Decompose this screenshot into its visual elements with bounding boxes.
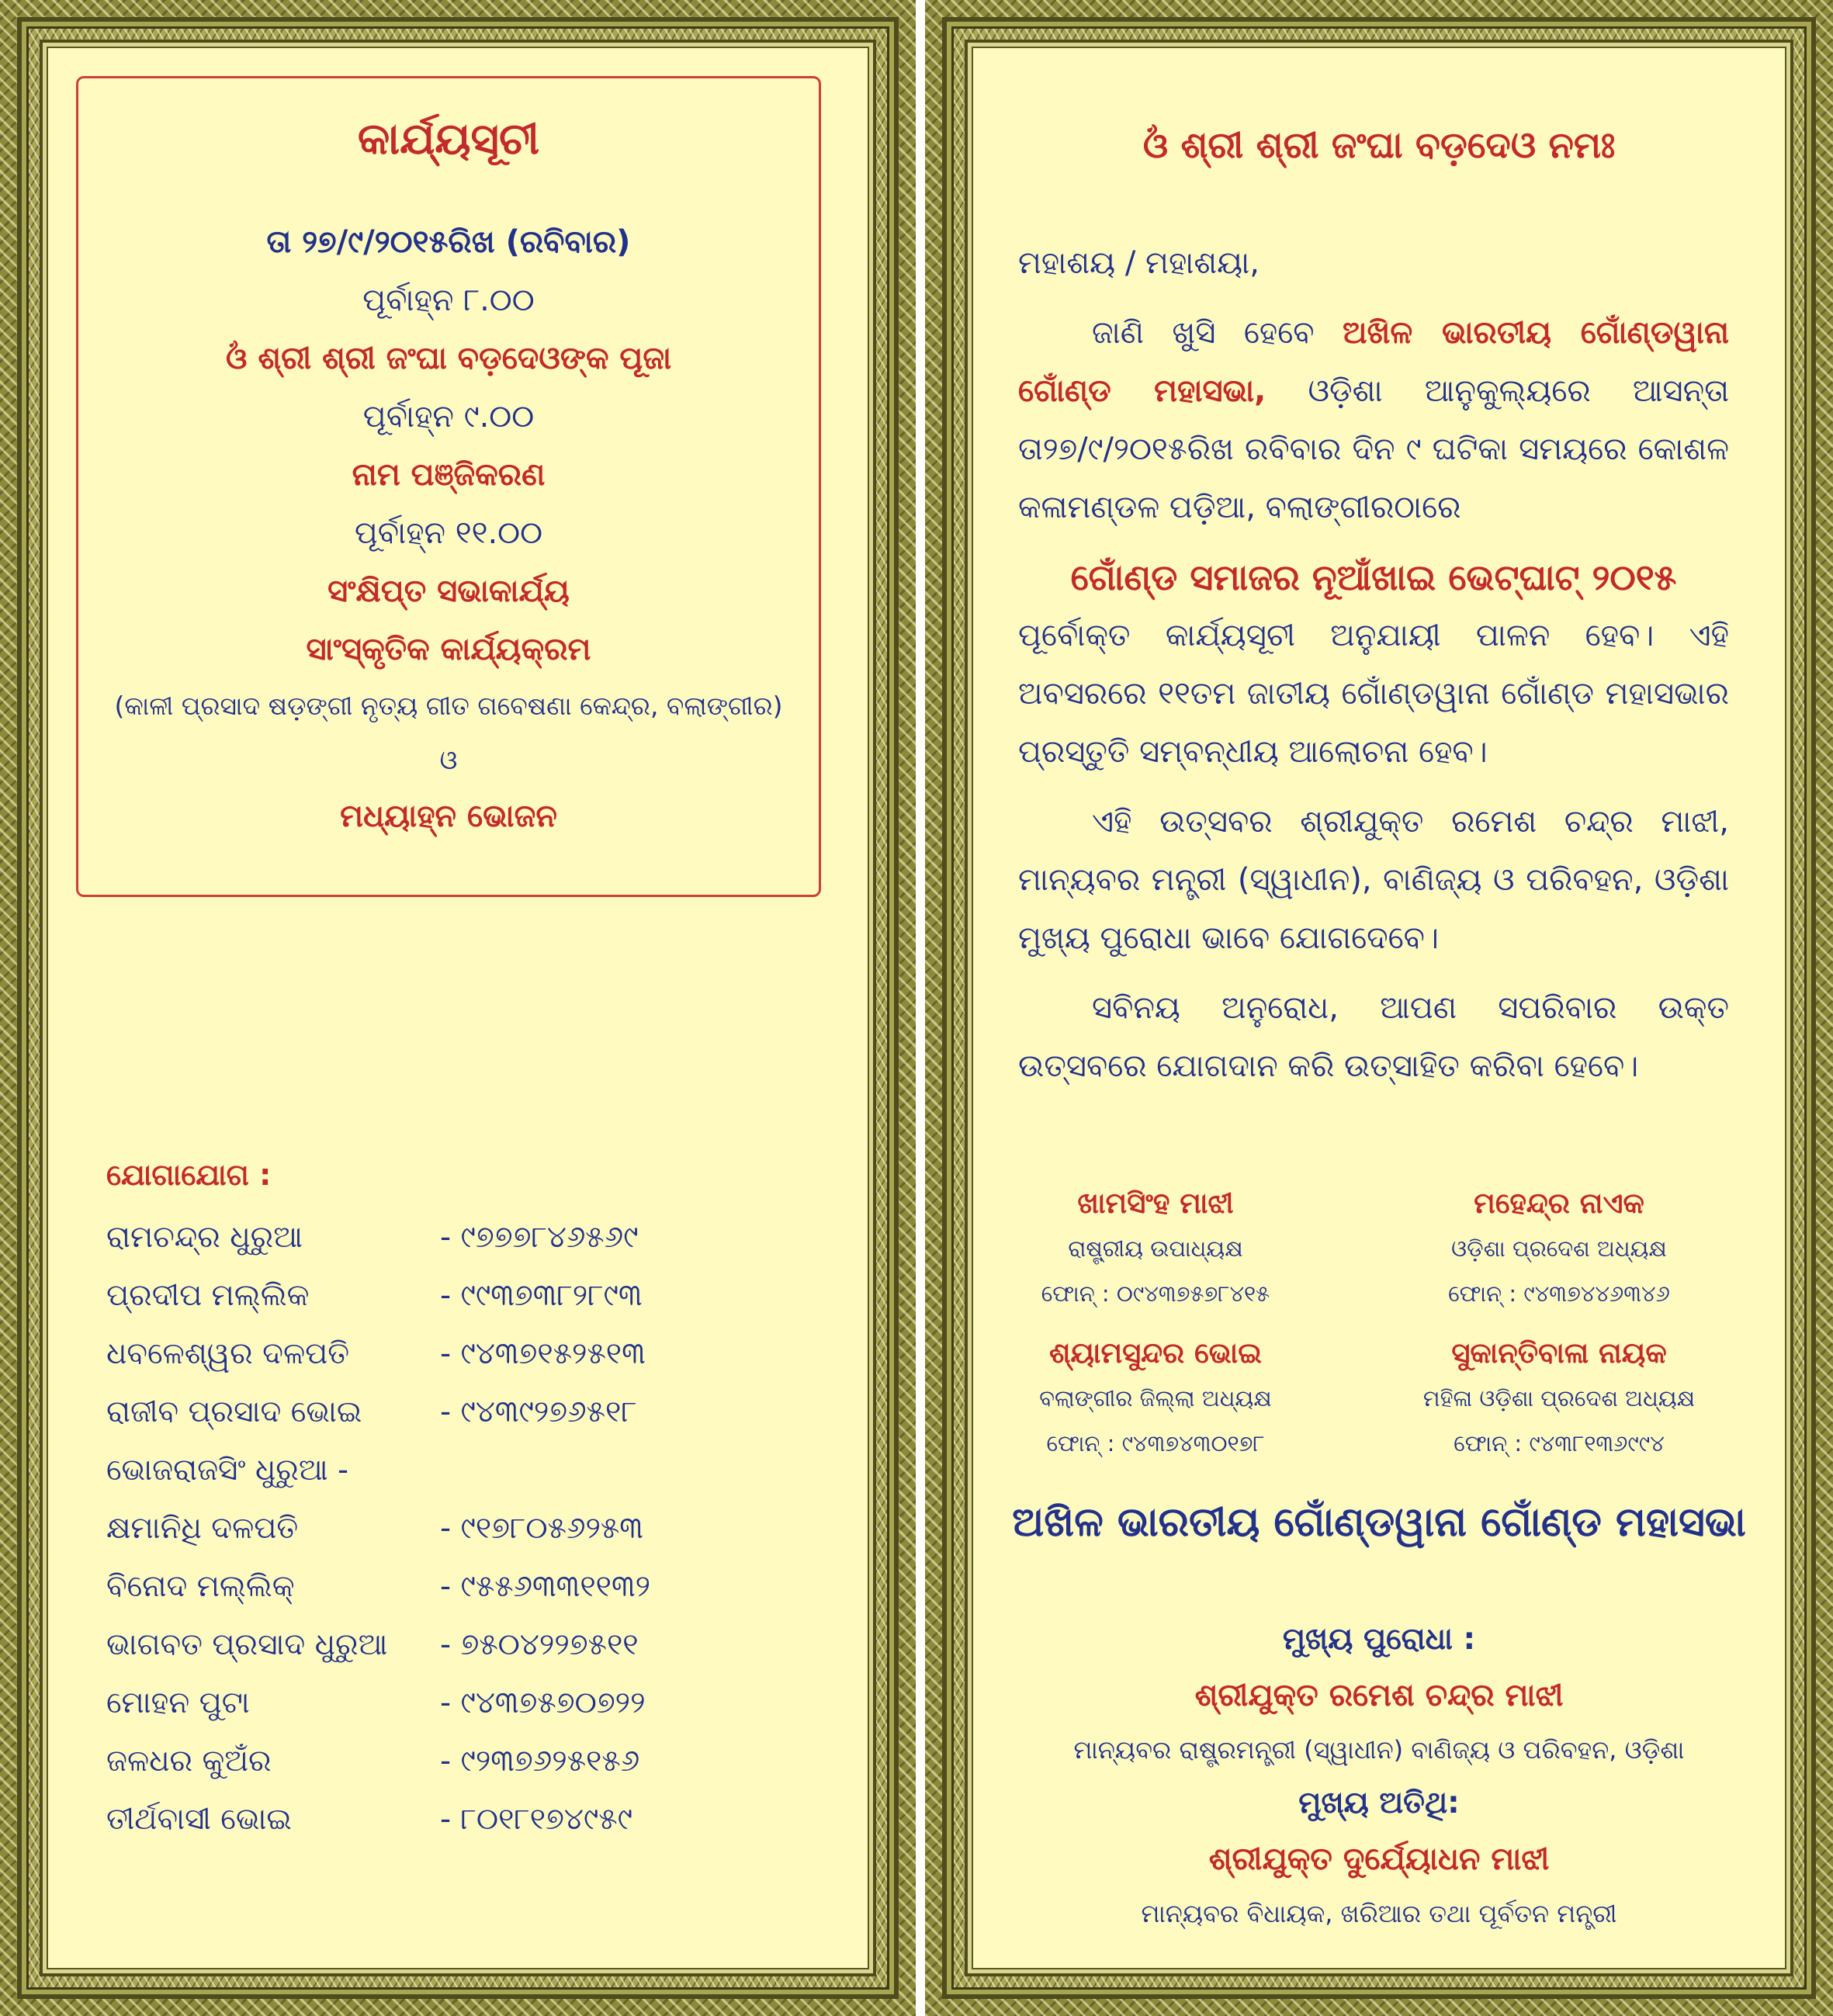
- schedule-title: କାର୍ଯ୍ୟସୂଚୀ: [357, 114, 540, 165]
- organisation-title: ଅଖିଳ ଭାରତୀୟ ଗୋଁଣ୍ଡୱାନା ଗୋଁଣ୍ଡ ମହାସଭା: [1012, 1499, 1746, 1546]
- signatory: [973, 1181, 1338, 1316]
- contact-row: [106, 1790, 805, 1848]
- contact-row: [106, 1499, 805, 1557]
- contact-row: [106, 1557, 805, 1616]
- signatory-role: ବଲାଙ୍ଗୀର ଜିଲ୍ଲା ଅଧ୍ୟକ୍ଷ: [1039, 1385, 1272, 1412]
- contact-phone: - ୯୧୭୮୦୫୬୨୫୩: [440, 1511, 643, 1546]
- contact-name: କ୍ଷମାନିଧି ଦଳପତି: [106, 1511, 299, 1546]
- signatory-role: ଓଡ଼ିଶା ପ୍ରଦେଶ ଅଧ୍ୟକ୍ଷ: [1451, 1235, 1667, 1262]
- event-name: ଗୋଁଣ୍ଡ ସମାଜର ନୂଆଁଖାଇ ଭେଟ୍‌ଘାଟ୍ ୨୦୧୫: [1070, 556, 1677, 598]
- contact-phone: - ୯୨୩୭୬୨୫୧୫୬: [440, 1744, 640, 1779]
- chief-guest-heading: ମୁଖ୍ୟ ପୁରୋଧା :: [1282, 1622, 1476, 1657]
- right-panel: [925, 0, 1833, 2016]
- contact-name: ପ୍ରଦୀପ ମଲ୍ଲିକ: [106, 1278, 310, 1313]
- chief-guest-designation: ମାନ୍ୟବର ରାଷ୍ଟ୍ରମନ୍ତ୍ରୀ (ସ୍ୱାଧୀନ) ବାଣିଜ୍ୟ ଓ ପରିବହନ, ଓଡ଼ିଶା: [1073, 1735, 1685, 1765]
- schedule-event-3: ସଂକ୍ଷିପ୍ତ ସଭାକାର୍ଯ୍ୟ: [327, 573, 570, 609]
- contact-name: ଭାଗବତ ପ୍ରସାଦ ଧୁରୁଆ: [106, 1627, 388, 1662]
- left-page: [47, 47, 869, 1969]
- contact-row: [106, 1441, 805, 1499]
- schedule-event-5: ମଧ୍ୟାହ୍ନ ଭୋଜନ: [340, 798, 557, 834]
- contact-name: ତୀର୍ଥବାସୀ ଭୋଇ: [106, 1802, 292, 1837]
- signatory: [1377, 1181, 1741, 1316]
- guest: [973, 1775, 1785, 1940]
- contact-row: [106, 1616, 805, 1674]
- signatory-role: ମହିଳା ଓଡ଼ିଶା ପ୍ରଦେଶ ଅଧ୍ୟକ୍ଷ: [1422, 1385, 1696, 1412]
- schedule-date: ତା ୨୭/୯/୨୦୧୫ରିଖ (ରବିବାର): [266, 224, 631, 260]
- contact-name: ମୋହନ ପୁଟା: [106, 1685, 250, 1720]
- schedule-event-2: ନାମ ପଞ୍ଜିକରଣ: [352, 457, 546, 493]
- contact-phone: - ୯୯୩୭୩୮୨୮୯୩: [440, 1278, 643, 1313]
- contact-phone: - ୯୪୩୯୨୭୬୫୧୮: [440, 1394, 637, 1429]
- signatory-name: ମହେନ୍ଦ୍ର ନାଏକ: [1474, 1186, 1644, 1220]
- signatory-phone: ଫୋନ୍ : ୯୪୩୭୪୪୬୩୪୬: [1448, 1280, 1670, 1307]
- salutation: ମହାଶୟ / ମହାଶୟା,: [1018, 245, 1260, 281]
- contact-phone: - ୯୪୩୭୫୭୦୭୨୨: [440, 1685, 646, 1720]
- schedule-event-4-note: (କାଳୀ ପ୍ରସାଦ ଷଡ଼ଙ୍ଗୀ ନୃତ୍ୟ ଗୀତ ଗବେଷଣା କେନ୍ଦ୍ର, ବଲାଙ୍ଗୀର): [114, 691, 783, 721]
- contact-phone: - ୯୪୩୭୧୫୨୫୧୩: [440, 1336, 646, 1371]
- contact-name: ଭୋଜରାଜସିଂ ଧୁରୁଆ -: [106, 1453, 349, 1488]
- chief-guest-name: ଶ୍ରୀଯୁକ୍ତ ରମେଶ ଚନ୍ଦ୍ର ମାଝୀ: [1194, 1678, 1564, 1713]
- contact-phone: - ୮୦୧୮୧୭୪୯୫୯: [440, 1802, 633, 1837]
- schedule-time-3: ପୂର୍ବାହ୍ନ ୧୧.୦୦: [354, 515, 543, 551]
- contact-phone: - ୯୭୭୭୮୪୬୫୬୯: [440, 1220, 639, 1255]
- schedule-time-2: ପୂର୍ବାହ୍ନ ୯.୦୦: [362, 399, 535, 435]
- paragraph-1: ଜାଣି ଖୁସି ହେବେ ଅଖିଳ ଭାରତୀୟ ଗୋଁଣ୍ଡୱାନା ଗୋଁଣ୍ଡ ମହାସଭା, ଓଡ଼ିଶା ଆନୁକୁଲ୍ୟରେ ଆସନ୍ତା ତା୨୭/୯/୨୦୧୫ରିଖ ରବିବାର ଦିନ ୯ ଘଟିକା ସମୟରେ କୋଶଳ କଳାମଣ୍ଡଳ ପଡ଼ିଆ, ବଲାଙ୍ଗୀରଠାରେ: [1018, 315, 1729, 525]
- signatory-phone: ଫୋନ୍ : ୦୯୪୩୭୫୭୮୪୧୫: [1041, 1280, 1270, 1307]
- contact-row: [106, 1732, 805, 1790]
- contacts-heading: ଯୋଗାଯୋଗ :: [106, 1158, 272, 1192]
- signatory-name: ଖାମସିଂହ ମାଝୀ: [1077, 1186, 1234, 1220]
- guest-heading: ମୁଖ୍ୟ ଅତିଥି:: [1298, 1786, 1460, 1820]
- chief-guest: [973, 1612, 1785, 1776]
- contact-phone: - ୯୫୫୬୩୩୧୧୩୨: [440, 1569, 651, 1604]
- signatory-phone: ଫୋନ୍ : ୯୪୩୭୪୩୦୧୭୮: [1046, 1430, 1265, 1457]
- signatory: [973, 1331, 1338, 1466]
- signatory-role: ରାଷ୍ଟ୍ରୀୟ ଉପାଧ୍ୟକ୍ଷ: [1068, 1235, 1243, 1262]
- contact-name: ଜଳଧର କୁଅଁର: [106, 1744, 272, 1779]
- signatory-name: ସୁକାନ୍ତିବାଳା ନାୟକ: [1451, 1336, 1667, 1370]
- contact-row: [106, 1325, 805, 1383]
- paragraph-2: ପୂର୍ବୋକ୍ତ କାର୍ଯ୍ୟସୂଚୀ ଅନୁଯାୟୀ ପାଳନ ହେବ। ଏହି ଅବସରରେ ୧୧ତମ ଜାତୀୟ ଗୋଁଣ୍ଡୱାନା ଗୋଁଣ୍ଡ ମହାସଭାର ପ୍ରସ୍ତୁତି ସମ୍ବନ୍ଧୀୟ ଆଲୋଚନା ହେବ।: [1018, 618, 1729, 770]
- right-page: [972, 47, 1786, 1969]
- guest-name: ଶ୍ରୀଯୁକ୍ତ ଦୁର୍ଯ୍ୟୋଧନ ମାଝୀ: [1208, 1841, 1550, 1877]
- contact-name: ରାମଚନ୍ଦ୍ର ଧୁରୁଆ: [106, 1220, 303, 1255]
- contact-name: ଧବଳେଶ୍ୱର ଦଳପତି: [106, 1336, 350, 1371]
- guest-designation: ମାନ୍ୟବର ବିଧାୟକ, ଖରିଆର ତଥା ପୂର୍ବତନ ମନ୍ତ୍ରୀ: [1141, 1899, 1617, 1928]
- schedule-event-1: ଓଁ ଶ୍ରୀ ଶ୍ରୀ ଜଂଘା ବଡ଼ଦେଓଙ୍କ ପୂଜା: [225, 341, 672, 376]
- organisation-name: ଅଖିଳ ଭାରତୀୟ ଗୋଁଣ୍ଡୱାନା ଗୋଁଣ୍ଡ ମହାସଭା,: [1018, 315, 1729, 409]
- signatory-phone: ଫୋନ୍ : ୯୪୩୮୧୩୬୯୯୪: [1454, 1430, 1665, 1457]
- contact-name: ବିନୋଦ ମଲ୍ଲିକ୍: [106, 1569, 295, 1604]
- signatory: [1377, 1331, 1741, 1466]
- contacts-list: [106, 1158, 805, 1848]
- schedule-and: ଓ: [439, 745, 458, 775]
- signatory-name: ଶ୍ୟାମସୁନ୍ଦର ଭୋଇ: [1049, 1336, 1262, 1370]
- contact-phone: - ୭୫୦୪୨୨୭୫୧୧: [440, 1627, 639, 1662]
- schedule-time-1: ପୂର୍ବାହ୍ନ ୮.୦୦: [362, 282, 535, 318]
- contact-row: [106, 1674, 805, 1732]
- schedule-box: [76, 76, 821, 897]
- contact-row: [106, 1383, 805, 1441]
- contact-row: [106, 1208, 805, 1266]
- paragraph-3: ଏହି ଉତ୍ସବର ଶ୍ରୀଯୁକ୍ତ ରମେଶ ଚନ୍ଦ୍ର ମାଝୀ, ମାନ୍ୟବର ମନ୍ତ୍ରୀ (ସ୍ୱାଧୀନ), ବାଣିଜ୍ୟ ଓ ପରିବହନ, ଓଡ଼ିଶା ମୁଖ୍ୟ ପୁରୋଧା ଭାବେ ଯୋଗଦେବେ।: [1018, 804, 1729, 956]
- contact-name: ରାଜୀବ ପ୍ରସାଦ ଭୋଇ: [106, 1394, 362, 1429]
- schedule-event-4: ସାଂସ୍କୃତିକ କାର୍ଯ୍ୟକ୍ରମ: [306, 632, 591, 667]
- paragraph-4: ସବିନୟ ଅନୁରୋଧ, ଆପଣ ସପରିବାର ଉକ୍ତ ଉତ୍ସବରେ ଯୋଗଦାନ କରି ଉତ୍ସାହିତ କରିବା ହେବେ।: [1018, 990, 1729, 1084]
- invocation-title: ଓଁ ଶ୍ରୀ ଶ୍ରୀ ଜଂଘା ବଡ଼ଦେଓ ନମଃ: [1142, 124, 1616, 167]
- left-panel: [0, 0, 916, 2016]
- invitation-letter: [1018, 234, 1729, 1107]
- contact-row: [106, 1266, 805, 1325]
